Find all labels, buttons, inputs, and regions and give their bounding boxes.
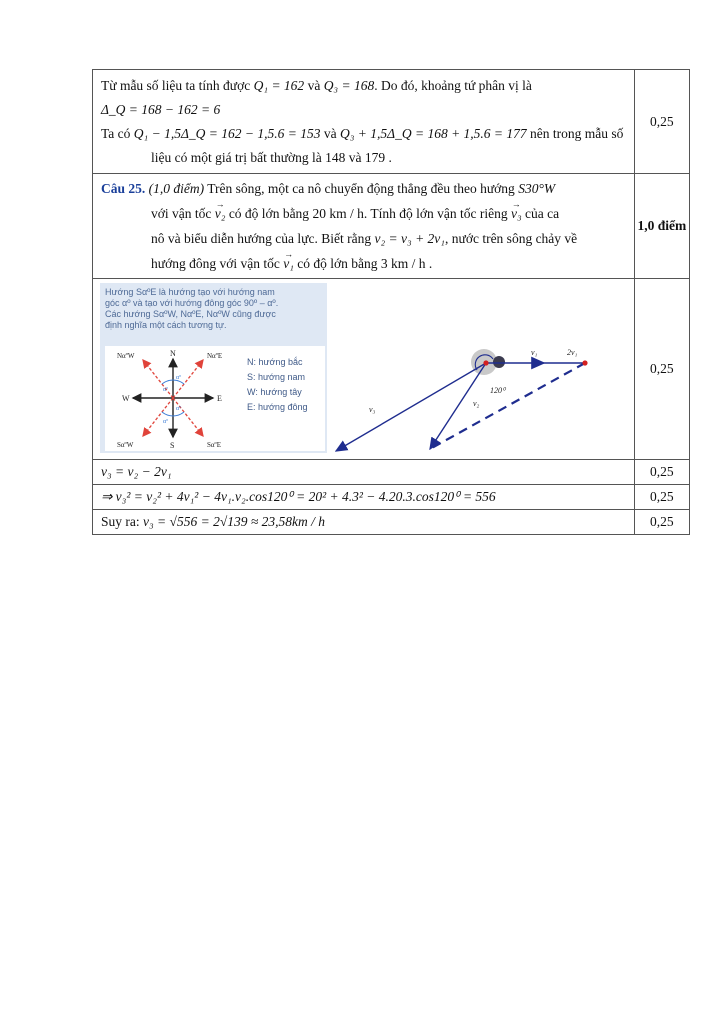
iqr-line-1: Từ mẫu số liệu ta tính được Q₁ = 162 và Q₃ = 168. Do đó, khoảng tứ phân vị là (101, 78, 532, 93)
row-result (93, 510, 690, 535)
speed-3: 3 km / h (380, 256, 426, 271)
figure-area (93, 279, 634, 459)
question-line-2: với vận tốc → v₂ có độ lớn bằng 20 km / h. Tính độ lớn vận tốc riêng → v₃ của ca (101, 201, 626, 226)
question-label: Câu 25. (101, 181, 146, 196)
upper-bound: Q₃ + 1,5Δ_Q = 168 + 1,5.6 = 177 (339, 126, 527, 141)
label-se: SαºE (207, 441, 222, 449)
cosine-score: 0,25 (634, 485, 689, 510)
label-alpha-4: αº (163, 419, 169, 425)
dark-dot (493, 356, 505, 368)
question-line-1: Câu 25. (1,0 điểm) Trên sông, một ca nô chuyển động thẳng đều theo hướng S30°W (101, 181, 556, 196)
vector-relation: v₂ = v₃ + 2v₁ (374, 231, 445, 246)
direction: S30°W (518, 181, 556, 196)
figure-score: 0,25 (634, 279, 689, 460)
label-2v1: 2v₁ (567, 348, 578, 357)
result-expr: v₃ = √556 = 2√139 ≈ 23,58km / h (143, 514, 325, 529)
row-difference (93, 460, 690, 485)
score-cell: 0,25 (634, 70, 689, 174)
difference-score: 0,25 (634, 460, 689, 485)
v3-arrow (336, 363, 486, 451)
figure-cell (93, 279, 635, 460)
v1-vector: → v₁ (283, 251, 294, 276)
row-interquartile-content (93, 70, 635, 174)
label-nw: NαºW (117, 352, 135, 360)
label-alpha-1: αº (176, 375, 182, 381)
info-text: Hướng SαºE là hướng tạo với hướng nam góc αº và tạo với hướng đông góc 90º – αº. Các hướng SαºW, NαºE, NαºW cũng được định nghĩa một cách tương tự. (105, 287, 279, 330)
question-score: 1,0 điểm (634, 174, 689, 279)
label-w: W (122, 394, 130, 403)
label-sw: SαºW (117, 441, 134, 449)
label-n: N (170, 349, 176, 358)
label-ne: NαºE (207, 352, 223, 360)
speed-20: 20 km / h (312, 206, 364, 221)
label-v2: v₂ (473, 399, 480, 408)
row-question (93, 174, 690, 279)
v2-vector: → v₂ (215, 201, 226, 226)
row-interquartile (93, 70, 690, 174)
label-v3: v₃ (369, 405, 376, 414)
row-cosine (93, 485, 690, 510)
lower-bound: Q₁ − 1,5Δ_Q = 162 − 1,5.6 = 153 (133, 126, 321, 141)
difference-expr: v₃ = v₂ − 2v₁ (101, 464, 172, 479)
question-points: (1,0 điểm) (148, 181, 205, 196)
result-cell: Suy ra: v₃ = √556 = 2√139 ≈ 23,58km / h (93, 510, 635, 535)
vector-diagram (93, 279, 619, 459)
row-figure (93, 279, 690, 460)
difference-cell (93, 460, 635, 485)
answer-table (92, 69, 690, 535)
point-origin (483, 360, 488, 365)
q3-value: Q₃ = 168 (323, 78, 375, 93)
label-e: E (217, 394, 222, 403)
v3-vector: → v₃ (511, 201, 522, 226)
label-alpha-3: αº (176, 406, 182, 412)
question-line-3: nô và biểu diễn hướng của lực. Biết rằng v₂ = v₃ + 2v₁, nước trên sông chảy về (151, 231, 578, 246)
result-score: 0,25 (634, 510, 689, 535)
cosine-expr: ⇒ v₃² = v₂² + 4v₁² − 4v₁.v₂.cos120⁰ = 20² + 4.3² − 4.20.3.cos120⁰ = 556 (101, 489, 496, 504)
point-end (582, 360, 587, 365)
iqr-value: Δ_Q = 168 − 162 = 6 (101, 102, 221, 117)
question-content (93, 174, 635, 279)
q1-value: Q₁ = 162 (253, 78, 305, 93)
iqr-line-3: Ta có Q₁ − 1,5Δ_Q = 162 − 1,5.6 = 153 và Q₃ + 1,5Δ_Q = 168 + 1,5.6 = 177 nên trong mẫu số (101, 126, 624, 141)
label-s: S (170, 441, 175, 450)
question-line-4: hướng đông với vận tốc → v₁ có độ lớn bằng 3 km / h . (101, 251, 626, 276)
iqr-line-2 (101, 98, 626, 122)
dashed-line (430, 363, 585, 449)
label-alpha-2: αº (163, 387, 169, 393)
iqr-line-4: liệu có một giá trị bất thường là 148 và 179 . (151, 150, 392, 165)
cosine-cell (93, 485, 635, 510)
compass-legend: N: hướng bắc S: hướng nam W: hướng tây E: hướng đông (247, 357, 308, 412)
label-v1: v₁ (531, 348, 538, 357)
label-angle: 120⁰ (490, 386, 506, 395)
